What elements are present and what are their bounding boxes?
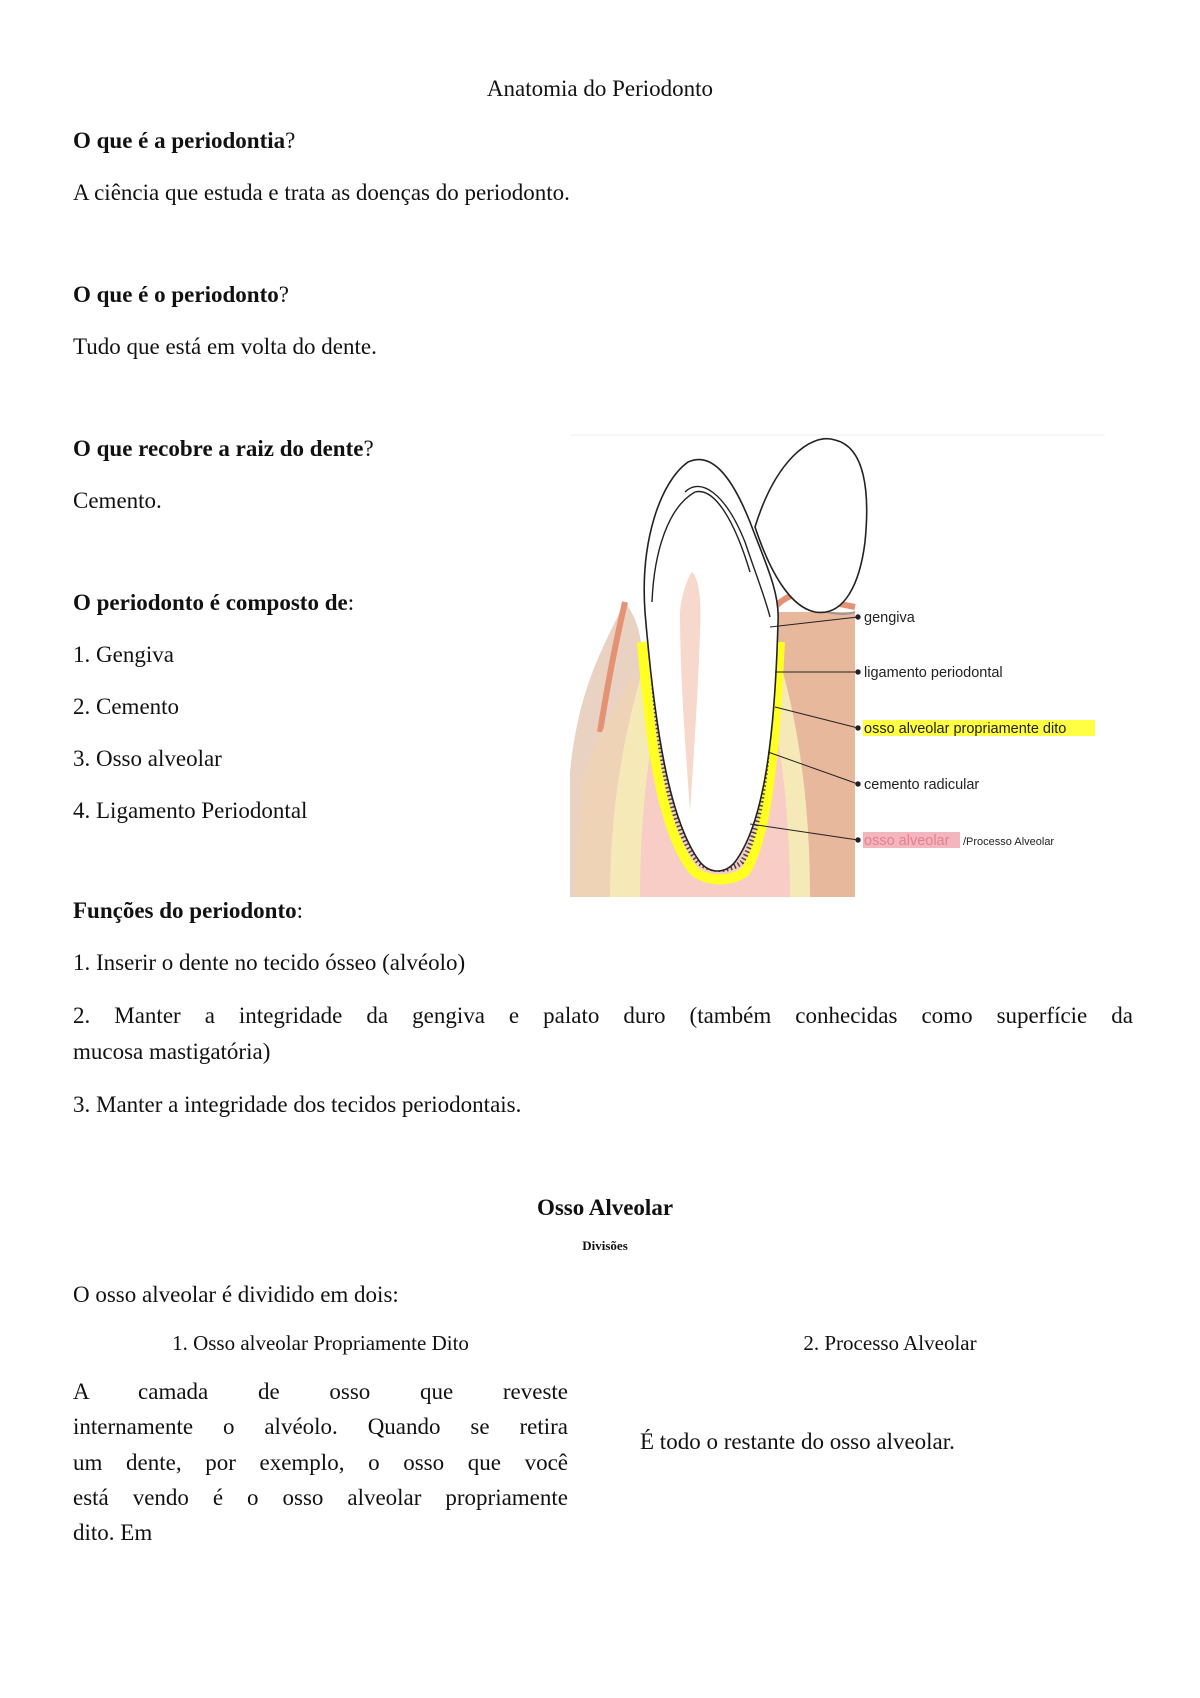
question-composicao <box>73 588 354 618</box>
question-mark: ? <box>363 436 374 461</box>
label-osso-proprio: osso alveolar propriamente dito <box>864 721 1067 737</box>
question-raiz <box>73 434 374 464</box>
question-text: O que é a periodontia <box>73 128 286 153</box>
list-item: 3. Manter a integridade dos tecidos periodontais. <box>73 1092 522 1117</box>
column-1-line: está vendo é o osso alveolar propriamente <box>73 1485 568 1510</box>
tooth-diagram-svg <box>570 432 1110 902</box>
label-gengiva: gengiva <box>864 610 915 626</box>
answer-periodonto: Tudo que está em volta do dente. <box>73 334 377 359</box>
column-2-text: É todo o restante do osso alveolar. <box>640 1429 955 1454</box>
answer-raiz: Cemento. <box>73 488 162 513</box>
column-1-line: um dente, por exemplo, o osso que você <box>73 1450 568 1475</box>
question-mark: ? <box>285 128 296 153</box>
section-subtitle: Divisões <box>582 1238 628 1253</box>
label-ligamento: ligamento periodontal <box>864 665 1003 681</box>
question-text: O que recobre a raiz do dente <box>73 436 364 461</box>
heading-text: Funções do periodonto <box>73 898 297 923</box>
page-title: Anatomia do Periodonto <box>486 76 714 101</box>
column-1-line: internamente o alvéolo. Quando se retira <box>73 1414 568 1439</box>
list-item-continuation: mucosa mastigatória) <box>73 1039 271 1064</box>
column-1-line: A camada de osso que reveste <box>73 1379 568 1404</box>
functions-heading <box>73 896 303 926</box>
question-text: O periodonto é composto de <box>73 590 348 615</box>
list-item: 3. Osso alveolar <box>73 746 222 771</box>
column-1-heading: 1. Osso alveolar Propriamente Dito <box>172 1331 469 1355</box>
question-text: O que é o periodonto <box>73 282 279 307</box>
column-2-heading: 2. Processo Alveolar <box>803 1331 977 1355</box>
list-item: 4. Ligamento Periodontal <box>73 798 308 823</box>
label-osso-alveolar: osso alveolar <box>864 833 950 849</box>
list-item: 1. Gengiva <box>73 642 174 667</box>
heading-mark: : <box>296 898 304 923</box>
question-periodontia <box>73 126 295 156</box>
list-item: 2. Cemento <box>73 694 180 719</box>
tooth-diagram <box>570 432 1110 902</box>
list-item: 1. Inserir o dente no tecido ósseo (alvéolo) <box>73 950 466 975</box>
section-title: Osso Alveolar <box>536 1195 674 1220</box>
column-1-line: dito. Em <box>73 1520 153 1545</box>
section-intro: O osso alveolar é dividido em dois: <box>73 1282 399 1307</box>
question-periodonto <box>73 280 289 310</box>
answer-periodontia: A ciência que estuda e trata as doenças do periodonto. <box>73 180 570 205</box>
list-item: 2. Manter a integridade da gengiva e palato duro (também conhecidas como superfície da <box>73 1003 1133 1028</box>
label-cemento: cemento radicular <box>864 777 980 793</box>
question-mark: : <box>347 590 355 615</box>
label-processo: /Processo Alveolar <box>963 836 1055 848</box>
question-mark: ? <box>278 282 289 307</box>
